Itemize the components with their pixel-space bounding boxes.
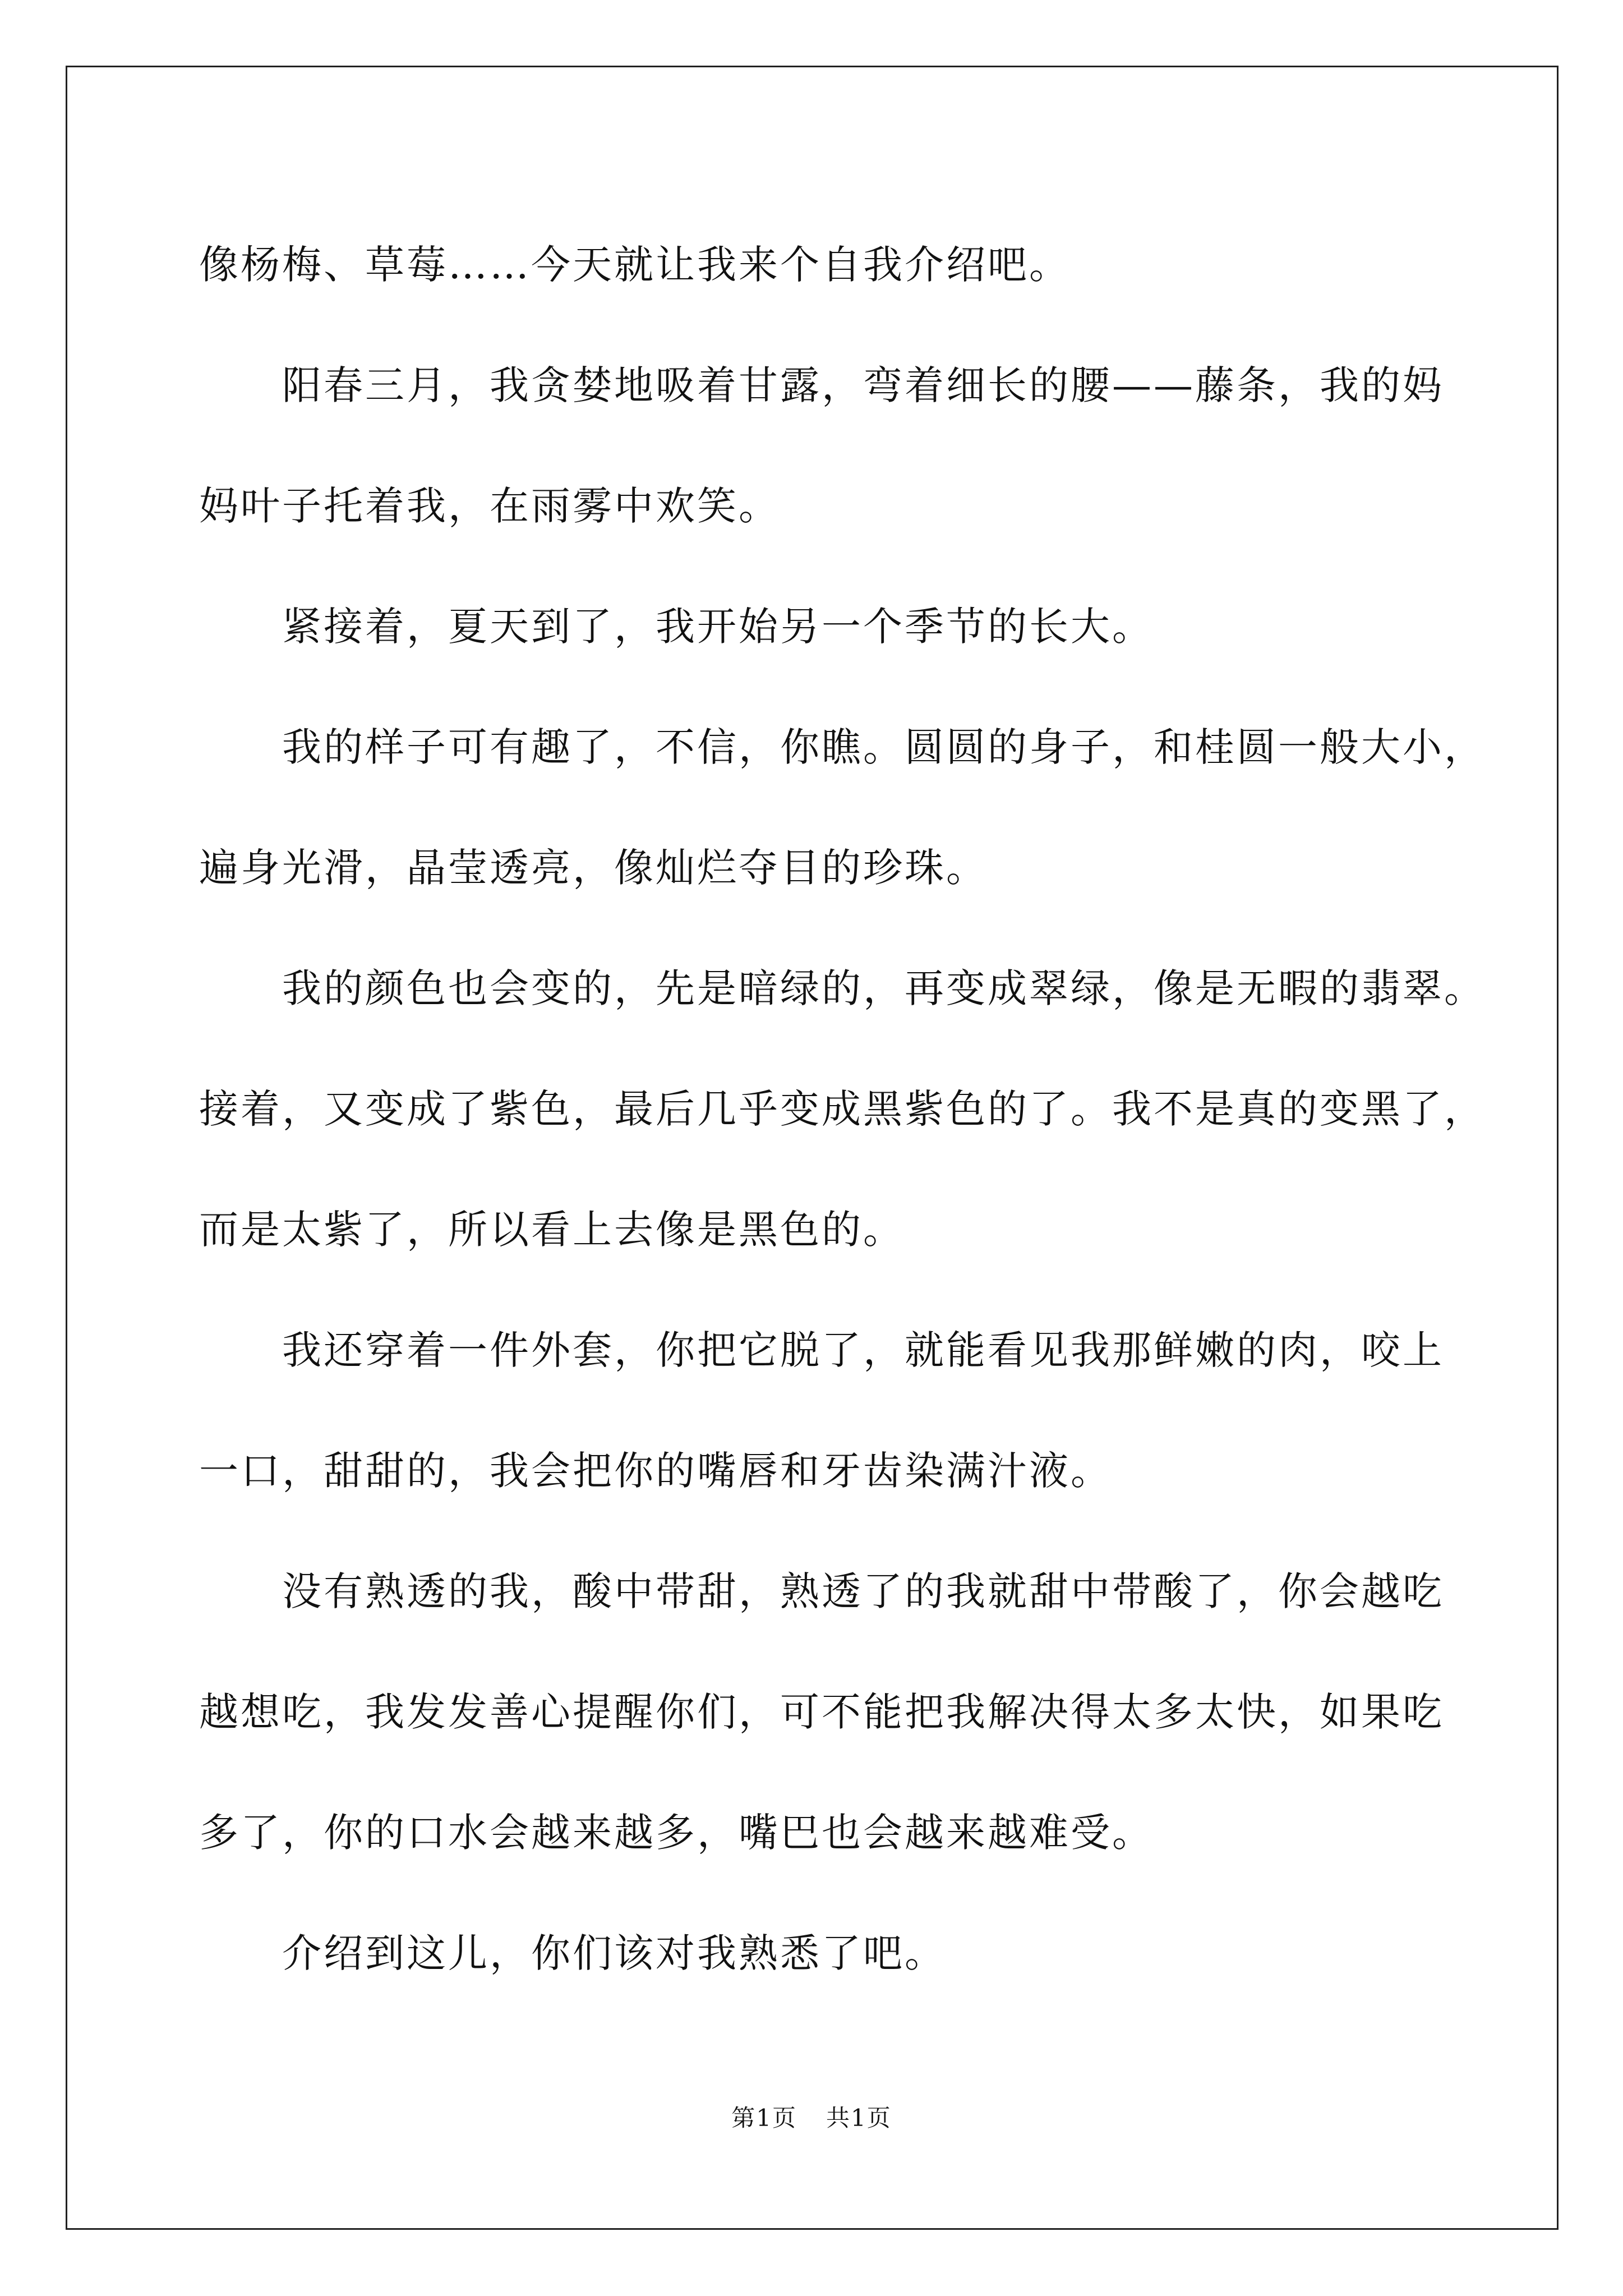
text-line: 一口，甜甜的，我会把你的嘴唇和牙齿染满汁液。 xyxy=(199,1448,1112,1494)
document-body xyxy=(199,205,1486,2014)
text-line: 介绍到这儿，你们该对我熟悉了吧。 xyxy=(282,1930,946,1976)
text-line: 接着，又变成了紫色，最后几乎变成黑紫色的了。我不是真的变黑了， xyxy=(199,1086,1486,1132)
text-line: 我的颜色也会变的，先是暗绿的，再变成翠绿，像是无暇的翡翠。 xyxy=(282,965,1486,1011)
page-total: 共1页 xyxy=(826,2104,892,2132)
text-line: 阳春三月，我贪婪地吸着甘露，弯着细长的腰——藤条，我的妈 xyxy=(282,362,1444,408)
page-number: 第1页 xyxy=(731,2104,797,2132)
text-line: 没有熟透的我，酸中带甜，熟透了的我就甜中带酸了，你会越吃 xyxy=(282,1568,1444,1614)
text-line: 像杨梅、草莓……今天就让我来个自我介绍吧。 xyxy=(199,242,1071,288)
text-line: 我的样子可有趣了，不信，你瞧。圆圆的身子，和桂圆一般大小， xyxy=(282,724,1486,770)
text-line: 越想吃，我发发善心提醒你们，可不能把我解决得太多太快，如果吃 xyxy=(199,1689,1444,1735)
text-line: 紧接着，夏天到了，我开始另一个季节的长大。 xyxy=(282,604,1154,650)
text-line: 多了，你的口水会越来越多，嘴巴也会越来越难受。 xyxy=(199,1810,1154,1856)
text-line: 我还穿着一件外套，你把它脱了，就能看见我那鲜嫩的肉，咬上 xyxy=(282,1327,1444,1373)
text-line: 遍身光滑，晶莹透亮，像灿烂夺目的珍珠。 xyxy=(199,845,988,891)
text-line: 妈叶子托着我，在雨雾中欢笑。 xyxy=(199,483,780,529)
page-footer xyxy=(0,2101,1623,2135)
text-line: 而是太紫了，所以看上去像是黑色的。 xyxy=(199,1207,905,1253)
